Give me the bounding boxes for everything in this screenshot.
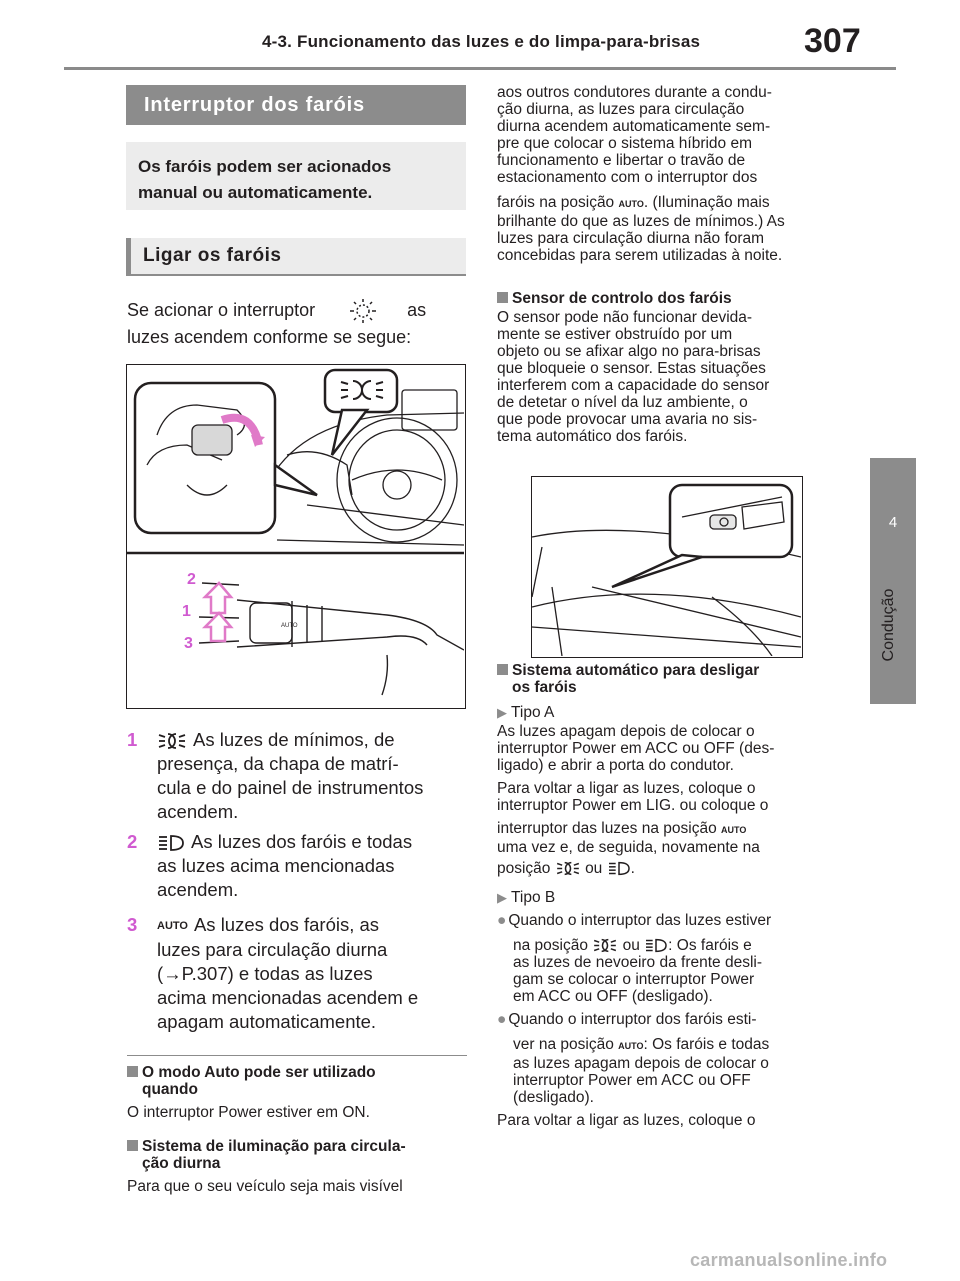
square-bullet-icon	[497, 664, 508, 675]
body-line: Para voltar a ligar as luzes, coloque o	[497, 1112, 756, 1129]
auto-icon: AUTO	[157, 920, 188, 933]
item-text: acendem.	[157, 801, 239, 822]
body-line: : Os faróis e	[668, 937, 752, 954]
item-number: 1	[127, 729, 138, 750]
body-line: ou	[622, 937, 640, 954]
watermark: carmanualsonline.info	[690, 1250, 888, 1270]
figure-label-1: 1	[182, 603, 191, 620]
body-line: As luzes apagam depois de colocar o	[497, 723, 755, 740]
header-rule	[64, 67, 896, 70]
headlight-icon	[157, 834, 185, 852]
note-title: Sensor de controlo dos faróis	[512, 290, 732, 307]
body-line: Para voltar a ligar as luzes, coloque o	[497, 780, 756, 797]
body-line: na posição	[513, 937, 588, 954]
square-bullet-icon	[127, 1066, 138, 1077]
note-title: O modo Auto pode ser utilizado	[142, 1064, 376, 1081]
intro-text: Se acionar o interruptor	[127, 300, 316, 320]
body-line: funcionamento e libertar o travão de	[497, 152, 746, 169]
note-drl	[127, 1138, 472, 1195]
sensor-note	[497, 290, 837, 445]
note-title: Sistema automático para desligar	[512, 662, 760, 679]
note-title: ção diurna	[142, 1155, 221, 1172]
intro-text: as	[407, 300, 427, 320]
body-line: interruptor das luzes na posição	[497, 820, 717, 837]
list-item	[127, 830, 472, 902]
divider	[127, 1055, 467, 1056]
body-line: de detetar o nível da luz ambiente, o	[497, 394, 748, 411]
item-text: As luzes dos faróis e todas	[191, 831, 413, 852]
circle-bullet-icon: ●	[497, 1011, 507, 1028]
body-line: uma vez e, de seguida, novamente na	[497, 839, 760, 856]
item-text: as luzes acima mencionadas	[157, 855, 395, 876]
body-line: interferem com a capacidade do sensor	[497, 377, 770, 394]
body-line: aos outros condutores durante a condu-	[497, 84, 772, 101]
body-line: diurna acendem automaticamente sem-	[497, 118, 771, 135]
chapter-name: Condução	[880, 588, 897, 662]
body-line: estacionamento com o interruptor dos	[497, 169, 758, 186]
body-line: interruptor Power em ACC ou OFF (des-	[497, 740, 775, 757]
circle-bullet-icon: ●	[497, 912, 507, 929]
body-line: posição	[497, 860, 551, 877]
intro-paragraph	[127, 297, 472, 351]
body-line: brilhante do que as luzes de mínimos.) As	[497, 213, 785, 230]
chapter-number: 4	[888, 514, 898, 531]
item-text: luzes para circulação diurna	[157, 939, 388, 961]
body-line: faróis na posição	[497, 194, 615, 211]
body-line: objeto ou se afixar algo no para-brisas	[497, 343, 761, 360]
body-line: ção diurna, as luzes para circulação	[497, 101, 745, 118]
body-line: (desligado).	[513, 1089, 594, 1106]
body-line: mente se estiver obstruído por um	[497, 326, 733, 343]
type-label: Tipo B	[511, 889, 556, 906]
stalk-auto-label: AUTO	[281, 623, 298, 629]
auto-icon: AUTO	[618, 199, 644, 209]
item-text: acima mencionadas acendem e	[157, 987, 419, 1009]
auto-icon: AUTO	[721, 825, 747, 835]
triangle-bullet-icon: ▶	[497, 705, 507, 720]
note-title: quando	[142, 1081, 198, 1098]
headlight-icon	[644, 938, 668, 953]
parking-light-icon	[555, 861, 581, 876]
body-line: O sensor pode não funcionar devida-	[497, 309, 753, 326]
body-line: Quando o interruptor das luzes estiver	[508, 912, 772, 929]
item-text: apagam automaticamente.	[157, 1011, 377, 1033]
figure-label-3: 3	[184, 635, 193, 652]
item-text: As luzes dos faróis, as	[193, 914, 380, 935]
body-line: que bloqueie o sensor. Estas situações	[497, 360, 766, 377]
body-line: luzes para circulação diurna não foram	[497, 230, 765, 247]
body-line: Quando o interruptor dos faróis esti-	[508, 1011, 757, 1028]
body-line: interruptor Power em ACC ou OFF	[513, 1072, 751, 1089]
figure-label-2: 2	[187, 571, 196, 588]
body-line: as luzes apagam depois de colocar o	[513, 1055, 769, 1072]
list-item	[127, 728, 472, 824]
item-text: acendem.	[157, 879, 239, 900]
item-number: 3	[127, 914, 138, 935]
note-title: Sistema de iluminação para circula-	[142, 1138, 406, 1155]
intro-text: luzes acendem conforme se segue:	[127, 327, 412, 347]
headlight-switch-icon	[346, 299, 380, 323]
note-body: O interruptor Power estiver em ON.	[127, 1104, 370, 1121]
drl-continuation	[497, 84, 837, 264]
sub-heading: Ligar os faróis	[126, 238, 466, 276]
page-number: 307	[804, 22, 861, 60]
body-line: pre que colocar o sistema híbrido em	[497, 135, 753, 152]
item-text: As luzes de mínimos, de	[193, 729, 395, 750]
body-line: ligado) e abrir a porta do condutor.	[497, 757, 734, 774]
parking-light-icon	[157, 732, 187, 750]
square-bullet-icon	[127, 1140, 138, 1151]
lead-box	[126, 142, 466, 210]
item-number: 2	[127, 831, 138, 852]
note-body: Para que o seu veículo seja mais visível	[127, 1178, 403, 1195]
parking-light-icon	[592, 938, 618, 953]
section-title: 4-3. Funcionamento das luzes e do limpa-para-brisas	[262, 32, 701, 51]
body-line: em ACC ou OFF (desligado).	[513, 988, 713, 1005]
main-heading: Interruptor dos faróis	[126, 85, 466, 125]
note-title: os faróis	[512, 679, 577, 696]
body-line: que pode provocar uma avaria no sis-	[497, 411, 758, 428]
body-line: ou	[585, 860, 603, 877]
item-text: (→P.307) e todas as luzes	[157, 963, 373, 985]
body-line: concebidas para serem utilizadas à noite.	[497, 247, 783, 264]
triangle-bullet-icon: ▶	[497, 890, 507, 905]
auto-icon: AUTO	[618, 1041, 644, 1051]
body-line: ver na posição	[513, 1036, 614, 1053]
headlight-icon	[607, 861, 631, 876]
body-line: . (Iluminação mais	[643, 194, 770, 211]
item-text: cula e do painel de instrumentos	[157, 777, 424, 798]
square-bullet-icon	[497, 292, 508, 303]
light-switch-figure	[126, 364, 466, 709]
lead-line: manual ou automaticamente.	[138, 183, 373, 202]
body-line: interruptor Power em LIG. ou coloque o	[497, 797, 769, 814]
body-line: : Os faróis e todas	[643, 1036, 770, 1053]
item-text: presença, da chapa de matrí-	[157, 753, 399, 774]
body-line: as luzes de nevoeiro da frente desli-	[513, 954, 763, 971]
body-line: tema automático dos faróis.	[497, 428, 688, 445]
note-auto-mode	[127, 1064, 472, 1121]
auto-off-note: Sistema automático para desligar os faróis ▶ Tipo A As luzes apagam depois de colocar o interruptor Power em ACC ou OFF (des- ligado) e abrir a porta do condutor. Para voltar a ligar as luzes, coloque o interruptor Power em LIG. ou coloque o interruptor das luzes na posição AUTO uma vez e, de seguida, novamente na posição ou . ▶ Tipo B ● Quando o interruptor das luzes estiver na posição ou : Os faróis e as luzes de nevoeiro da frente desli- gam se colocar o interruptor Power em ACC ou OFF (desligado). ● Quando o interruptor dos faróis esti- ver na posição AUTO: Os faróis e todas as luzes apagam depois de colocar o interruptor Power em ACC ou OFF (desligado). Para voltar a ligar as luzes, coloque o	[497, 662, 837, 1129]
light-sensor-figure	[531, 476, 803, 658]
body-line: gam se colocar o interruptor Power	[513, 971, 755, 988]
lead-line: Os faróis podem ser acionados	[138, 157, 392, 176]
type-label: Tipo A	[511, 704, 555, 721]
list-item	[127, 913, 472, 1034]
